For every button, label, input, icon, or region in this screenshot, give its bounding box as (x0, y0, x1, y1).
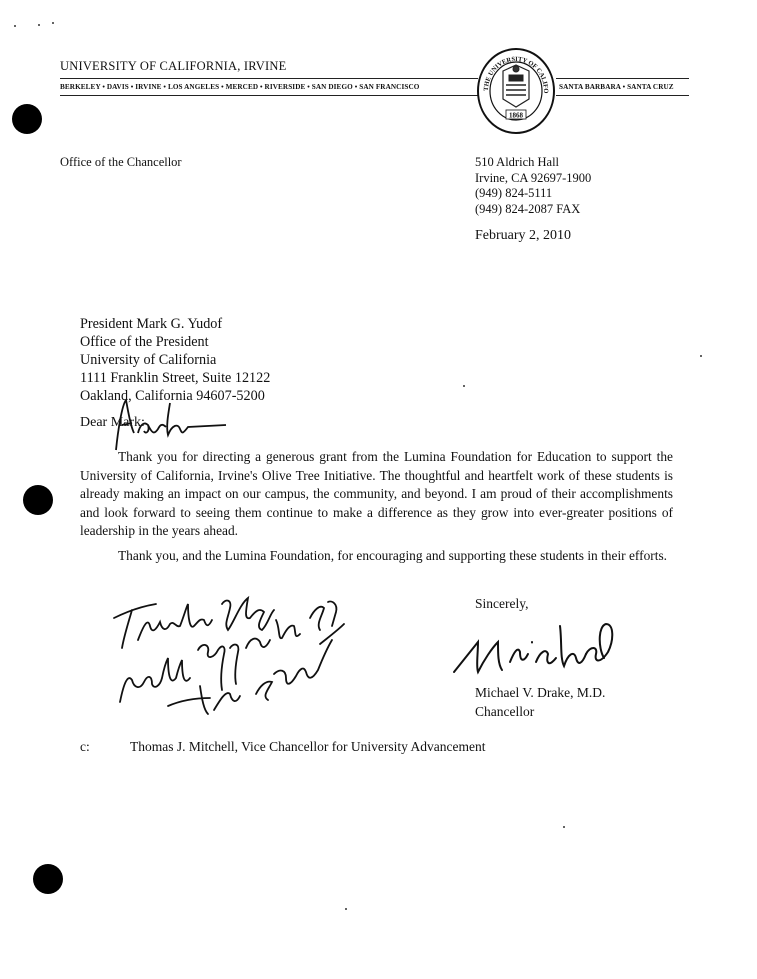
body-paragraph-2: Thank you, and the Lumina Foundation, for encouraging and supporting these students in their efforts. (118, 548, 668, 563)
recipient-line: President Mark G. Yudof (80, 316, 223, 332)
university-name: UNIVERSITY OF CALIFORNIA, IRVINE (60, 59, 287, 73)
address-line: Irvine, CA 92697-1900 (475, 170, 592, 185)
punch-hole-bottom (33, 864, 63, 894)
cc-label: c: (80, 739, 90, 754)
scan-speck (563, 826, 565, 828)
cc-recipient: Thomas J. Mitchell, Vice Chancellor for University Advancement (130, 739, 486, 754)
recipient-address (80, 315, 270, 405)
university-seal (476, 47, 556, 140)
seal-year: 1868 (509, 111, 523, 120)
letterhead-rule-bottom-left (60, 95, 478, 96)
campus-list-left: BERKELEY • DAVIS • IRVINE • LOS ANGELES • MERCED • RIVERSIDE • SAN DIEGO • SAN FRANCISCO (60, 83, 420, 91)
seal-text: THE UNIVERSITY OF CALIFO (482, 55, 550, 94)
handwritten-salutation (108, 395, 248, 455)
punch-hole-top (12, 104, 42, 134)
letterhead-rule-top-right (556, 78, 689, 79)
signature (448, 612, 618, 682)
letter-date: February 2, 2010 (475, 228, 572, 243)
signer-title: Chancellor (475, 704, 535, 719)
scan-speck (52, 22, 54, 24)
scan-speck (345, 908, 347, 910)
signer-block (475, 683, 605, 721)
handwritten-note (110, 590, 350, 720)
signer-name: Michael V. Drake, M.D. (475, 685, 606, 700)
address-line: 510 Aldrich Hall (475, 155, 560, 169)
letterhead-rule-top-left (60, 78, 478, 79)
address-line: (949) 824-5111 (475, 186, 553, 200)
valediction: Sincerely, (475, 596, 529, 611)
salutation: Dear Mark: (80, 415, 145, 430)
address-line: (949) 824-2087 FAX (475, 201, 581, 216)
campus-list-right: SANTA BARBARA • SANTA CRUZ (559, 83, 674, 91)
sender-address (475, 155, 591, 217)
body-paragraph-1: Thank you for directing a generous grant from the Lumina Foundation for Education to support the University of California, Irvine's Olive Tree Initiative. The thoughtful and heartfelt work of these students is already making an impact on our campus, the community, and beyond. I am proud of their accomplishments and look forward to seeing them continue to make a difference as they grow into ever-greater positions of leadership in the years ahead. (80, 449, 673, 538)
scan-speck (700, 355, 702, 357)
recipient-line: University of California (80, 352, 217, 368)
svg-text:THE UNIVERSITY OF CALIFORNIA (476, 47, 549, 93)
punch-hole-middle (23, 485, 53, 515)
scan-speck (463, 385, 465, 387)
scan-speck (38, 24, 40, 26)
recipient-line: Oakland, California 94607-5200 (80, 388, 265, 404)
scan-speck (14, 25, 16, 27)
recipient-line: 1111 Franklin Street, Suite 12122 (80, 370, 271, 386)
letterhead-rule-bottom-right (556, 95, 689, 96)
recipient-line: Office of the President (80, 334, 209, 350)
sender-office: Office of the Chancellor (60, 155, 182, 169)
